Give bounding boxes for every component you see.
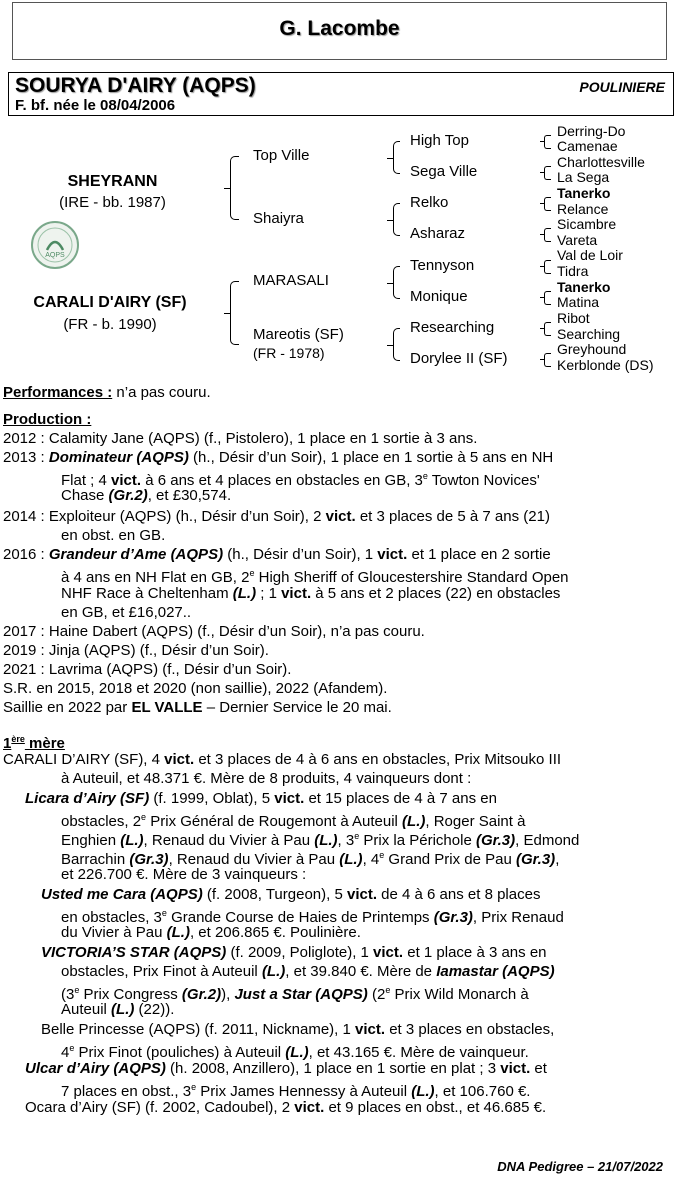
produit-licara-cont: Barrachin (Gr.3), Renaud du Vivier à Pau (L.), 4e Grand Prix de Pau (Gr.3), [61, 850, 560, 868]
brace [544, 291, 551, 305]
pedigree-gen2: MARASALI [253, 272, 329, 289]
aqps-logo-icon [30, 220, 80, 270]
brace [544, 260, 551, 274]
pedigree-gen4: Searching [557, 326, 621, 342]
pedigree-gen3: Tennyson [410, 257, 475, 274]
produit-victoria-cont: Auteuil (L.) (22)). [61, 1001, 175, 1018]
production-2013: 2013 : Dominateur (AQPS) (h., Désir d’un Soir), 1 place en 1 sortie à 5 ans en NH [3, 449, 554, 466]
brace [393, 141, 400, 174]
produit-usted-cont: du Vivier à Pau (L.), et 206.865 €. Poulinière. [61, 924, 361, 941]
brace [393, 203, 400, 236]
brace [393, 266, 400, 299]
produit-licara-cont: obstacles, 2e Prix Général de Rougemont à Auteuil (L.), Roger Saint à [61, 812, 526, 830]
mere-line: CARALI D’AIRY (SF), 4 vict. et 3 places de 4 à 6 ans en obstacles, Prix Mitsouko III [3, 751, 562, 768]
dam-name: CARALI D'AIRY (SF) [33, 294, 187, 311]
horse-description: F. bf. née le 08/04/2006 [15, 97, 176, 114]
pedigree-gen4: Greyhound [557, 341, 627, 357]
produit-licara: Licara d’Airy (SF) (f. 1999, Oblat), 5 vict. et 15 places de 4 à 7 ans en [25, 790, 497, 807]
produit-ulcar: Ulcar d’Airy (AQPS) (h. 2008, Anzillero), 1 place en 1 sortie en plat ; 3 vict. et [25, 1060, 547, 1077]
pedigree-gen4: Tidra [557, 263, 589, 279]
production-2016: 2016 : Grandeur d’Ame (AQPS) (h., Désir d’un Soir), 1 vict. et 1 place en 2 sortie [3, 546, 551, 563]
brace [544, 322, 551, 336]
production-2017: 2017 : Haine Dabert (AQPS) (f., Désir d’un Soir), n’a pas couru. [3, 623, 425, 640]
brace [544, 135, 551, 149]
production-2013-cont: Flat ; 4 vict. à 6 ans et 4 places en obstacles en GB, 3e Towton Novices' [61, 471, 540, 489]
horse-box [8, 72, 674, 116]
pedigree-gen4: Relance [557, 201, 609, 217]
pedigree-gen4: Vareta [557, 232, 598, 248]
pedigree-gen3: Monique [410, 288, 468, 305]
pedigree-gen2: Mareotis (SF) [253, 326, 344, 343]
pedigree-gen2: Shaiyra [253, 210, 304, 227]
production-2016-cont: NHF Race à Cheltenham (L.) ; 1 vict. à 5 ans et 2 places (22) en obstacles [61, 585, 561, 602]
brace [230, 156, 239, 220]
production-2014: 2014 : Exploiteur (AQPS) (h., Désir d’un Soir), 2 vict. et 3 places de 5 à 7 ans (21) [3, 508, 550, 525]
sire-info: (IRE - bb. 1987) [59, 194, 166, 211]
production-heading: Production : [3, 411, 92, 428]
pedigree-gen4: Kerblonde (DS) [557, 357, 654, 373]
production-saillie: Saillie en 2022 par EL VALLE – Dernier Service le 20 mai. [3, 699, 392, 716]
brace [544, 353, 551, 367]
footer-source: DNA Pedigree – 21/07/2022 [497, 1159, 663, 1174]
pedigree-gen3: High Top [410, 132, 469, 149]
dam-info: (FR - b. 1990) [63, 316, 157, 333]
production-2012: 2012 : Calamity Jane (AQPS) (f., Pistolero), 1 place en 1 sortie à 3 ans. [3, 430, 478, 447]
pedigree-gen3: Researching [410, 319, 495, 336]
pedigree-gen2: Top Ville [253, 147, 310, 164]
pedigree-gen3: Sega Ville [410, 163, 478, 180]
produit-victoria: VICTORIA’S STAR (AQPS) (f. 2009, Poliglote), 1 vict. et 1 place à 3 ans en [41, 944, 547, 961]
produit-ocara: Ocara d’Airy (SF) (f. 2002, Cadoubel), 2 vict. et 9 places en obst., et 46.685 €. [25, 1099, 547, 1116]
brace [393, 328, 400, 361]
pedigree-gen4: Charlottesville [557, 154, 645, 170]
production-2016-cont: en GB, et £16,027.. [61, 604, 192, 621]
pedigree-gen2-note: (FR - 1978) [253, 345, 325, 361]
horse-name: SOURYA D'AIRY (AQPS) [15, 74, 256, 97]
sire-name: SHEYRANN [67, 173, 158, 190]
pedigree-gen3: Dorylee II (SF) [410, 350, 508, 367]
brace [544, 166, 551, 180]
production-2016-cont: à 4 ans en NH Flat en GB, 2e High Sheriff of Gloucestershire Standard Open [61, 568, 569, 586]
pedigree-gen3: Relko [410, 194, 449, 211]
performances-line: Performances : n’a pas couru. [3, 384, 211, 401]
production-sr: S.R. en 2015, 2018 et 2020 (non saillie), 2022 (Afandem). [3, 680, 388, 697]
pedigree-gen4: Camenae [557, 138, 618, 154]
mere-heading: 1ère mère [3, 734, 65, 752]
mere-line: à Auteuil, et 48.371 €. Mère de 8 produits, 4 vainqueurs dont : [61, 770, 472, 787]
pedigree-gen4: Tanerko [557, 279, 611, 295]
pedigree-gen4: Sicambre [557, 216, 617, 232]
produit-victoria-cont: (3e Prix Congress (Gr.2)), Just a Star (AQPS) (2e Prix Wild Monarch à [61, 985, 529, 1003]
pedigree-gen3: Asharaz [410, 225, 466, 242]
brace [230, 281, 239, 345]
pedigree-gen4: Derring-Do [557, 123, 626, 139]
pedigree-gen4: La Sega [557, 169, 610, 185]
produit-licara-cont: et 226.700 €. Mère de 3 vainqueurs : [61, 866, 307, 883]
brace [544, 197, 551, 211]
production-2019: 2019 : Jinja (AQPS) (f., Désir d’un Soir). [3, 642, 269, 659]
production-2021: 2021 : Lavrima (AQPS) (f., Désir d’un Soir). [3, 661, 292, 678]
produit-usted: Usted me Cara (AQPS) (f. 2008, Turgeon), 5 vict. de 4 à 6 ans et 8 places [41, 886, 541, 903]
horse-category: POULINIERE [579, 79, 665, 95]
brace [544, 228, 551, 242]
aqps-logo [30, 220, 80, 270]
header-box [12, 2, 667, 60]
pedigree-gen4: Matina [557, 294, 600, 310]
produit-ulcar-cont: 7 places en obst., 3e Prix James Hennessy à Auteuil (L.), et 106.760 €. [61, 1082, 531, 1100]
page-title: G. Lacombe [279, 17, 400, 40]
performances-heading: Performances : [3, 384, 113, 401]
production-2013-cont: Chase (Gr.2), et £30,574. [61, 487, 232, 504]
pedigree-gen4: Val de Loir [557, 247, 623, 263]
svg-text:AQPS: AQPS [45, 252, 65, 259]
production-2014-cont: en obst. en GB. [61, 527, 166, 544]
pedigree-gen4: Tanerko [557, 185, 611, 201]
produit-usted-cont: en obstacles, 3e Grande Course de Haies de Printemps (Gr.3), Prix Renaud [61, 908, 564, 926]
produit-belle-cont: 4e Prix Finot (pouliches) à Auteuil (L.), et 43.165 €. Mère de vainqueur. [61, 1043, 529, 1061]
produit-belle: Belle Princesse (AQPS) (f. 2011, Nickname), 1 vict. et 3 places en obstacles, [41, 1021, 555, 1038]
produit-licara-cont: Enghien (L.), Renaud du Vivier à Pau (L.), 3e Prix la Périchole (Gr.3), Edmond [61, 831, 580, 849]
produit-victoria-cont: obstacles, Prix Finot à Auteuil (L.), et 39.840 €. Mère de Iamastar (AQPS) [61, 963, 555, 980]
pedigree-gen4: Ribot [557, 310, 590, 326]
